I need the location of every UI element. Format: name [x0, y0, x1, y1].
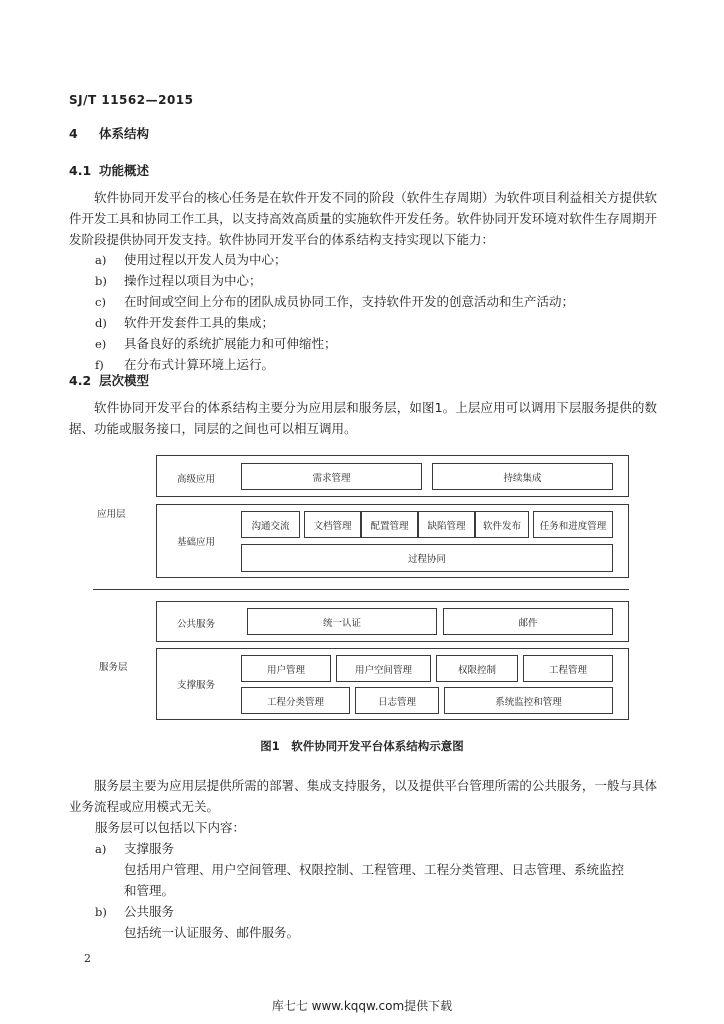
task-progress-mgmt-box: 任务和进度管理: [533, 511, 613, 538]
service-layer-label: 服务层: [99, 662, 128, 673]
section-title: 体系结构: [99, 126, 150, 141]
list-item: [69, 270, 574, 291]
support-services-desc-line1: 包括用户管理、用户空间管理、权限控制、工程管理、工程分类管理、日志管理、系统监控: [124, 862, 625, 877]
list-item-text: 在时间或空间上分布的团队成员协同工作，支持软件开发的创意活动和生产活动；: [124, 294, 575, 309]
list-marker: d): [95, 316, 107, 330]
section-title: 功能概述: [99, 163, 150, 178]
advanced-apps-label: 高级应用: [177, 474, 216, 485]
public-services-desc: 包括统一认证服务、邮件服务。: [124, 925, 300, 940]
list-marker: b): [95, 274, 107, 288]
list-marker: a): [95, 842, 107, 856]
list-marker: b): [95, 905, 107, 919]
figure-caption: 图1 软件协同开发平台体系结构示意图: [260, 739, 464, 753]
list-marker: e): [95, 337, 107, 351]
application-layer-label: 应用层: [97, 509, 126, 520]
document-mgmt-box: 文档管理: [304, 511, 361, 538]
software-release-box: 软件发布: [475, 511, 529, 538]
section-title: 层次模型: [99, 373, 150, 388]
communication-box: 沟通交流: [241, 511, 300, 538]
list-item-title: 支撑服务: [124, 841, 175, 856]
architecture-diagram: [93, 452, 629, 724]
requirements-mgmt-box: 需求管理: [241, 463, 422, 490]
log-mgmt-box: 日志管理: [355, 687, 439, 714]
page-number: 2: [84, 952, 91, 965]
list-item: [69, 333, 574, 354]
config-mgmt-box: 配置管理: [361, 511, 418, 538]
project-mgmt-box: 工程管理: [523, 655, 613, 682]
section-number: 4.2: [69, 373, 92, 388]
list-item-text: 操作过程以项目为中心；: [124, 273, 262, 288]
layer-divider: [93, 589, 629, 590]
list-marker: c): [95, 295, 106, 309]
list-item-title: 公共服务: [124, 904, 175, 919]
download-footer: 库七七 www.kqqw.com提供下载: [271, 999, 453, 1013]
basic-apps-label: 基础应用: [177, 537, 216, 548]
list-marker: a): [95, 253, 107, 267]
support-services-item: [69, 838, 174, 860]
support-services-desc-line2: 和管理。: [124, 883, 175, 898]
process-collab-box: 过程协同: [241, 544, 613, 572]
system-monitor-mgmt-box: 系统监控和管理: [444, 687, 613, 714]
list-item-text: 软件开发套件工具的集成；: [124, 315, 275, 330]
list-item: [69, 291, 574, 312]
list-item: [69, 249, 574, 270]
continuous-integration-box: 持续集成: [432, 463, 613, 490]
list-marker: f): [95, 358, 104, 372]
user-space-mgmt-box: 用户空间管理: [336, 655, 431, 682]
standard-code: SJ/T 11562—2015: [69, 93, 194, 107]
section-heading-4-2: [69, 371, 149, 389]
list-item-text: 在分布式计算环境上运行。: [124, 357, 275, 372]
section-number: 4: [69, 126, 78, 141]
section-heading-4-1: [69, 161, 149, 179]
function-overview-paragraph: 软件协同开发平台的核心任务是在软件开发不同的阶段（软件生存周期）为软件项目利益相关方提供软件开发工具和协同工作工具，以支持高效高质量的实施软件开发任务。软件协同开发环境对软件生存周期开发阶段提供协同开发支持。软件协同开发平台的体系结构支持实现以下能力：: [69, 190, 657, 247]
list-item: [69, 312, 574, 333]
section-heading-4: [69, 124, 149, 142]
service-layer-paragraph: 服务层主要为应用层提供所需的部署、集成支持服务，以及提供平台管理所需的公共服务，一般与具体业务流程或应用模式无关。: [69, 778, 657, 814]
section-number: 4.1: [69, 163, 92, 178]
hierarchy-model-paragraph: 软件协同开发平台的体系结构主要分为应用层和服务层，如图1。上层应用可以调用下层服务提供的数据、功能或服务接口，同层的之间也可以相互调用。: [69, 400, 657, 436]
service-layer-intro: 服务层可以包括以下内容：: [95, 820, 246, 835]
project-category-mgmt-box: 工程分类管理: [241, 687, 350, 714]
list-item-text: 使用过程以开发人员为中心；: [124, 252, 287, 267]
list-item-text: 具备良好的系统扩展能力和可伸缩性；: [124, 336, 337, 351]
defect-mgmt-box: 缺陷管理: [418, 511, 475, 538]
user-mgmt-box: 用户管理: [241, 655, 331, 682]
mail-box: 邮件: [443, 608, 613, 635]
public-services-label: 公共服务: [177, 619, 216, 630]
support-services-label: 支撑服务: [177, 680, 216, 691]
unified-auth-box: 统一认证: [247, 608, 437, 635]
public-services-item: [69, 901, 174, 923]
capability-list: [69, 249, 574, 375]
permission-ctrl-box: 权限控制: [436, 655, 518, 682]
